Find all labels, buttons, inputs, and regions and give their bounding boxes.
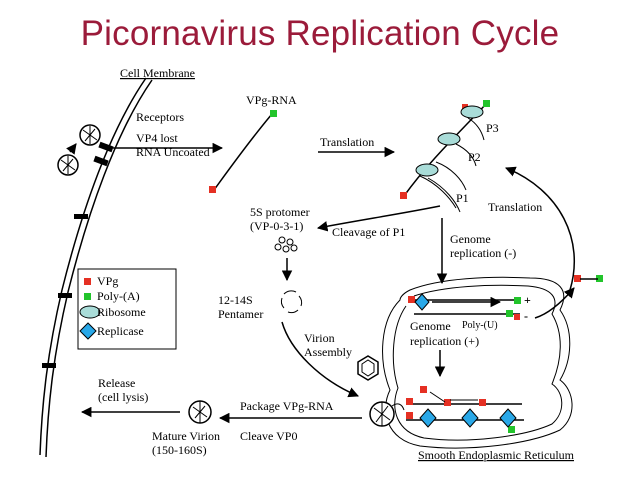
- receptors-label: Receptors: [136, 110, 184, 124]
- page-title: Picornavirus Replication Cycle: [80, 14, 560, 53]
- vpg-marker: [444, 399, 451, 406]
- rna-uncoated-label: RNA Uncoated: [136, 145, 210, 159]
- replicase-icon: [420, 409, 436, 427]
- vpg-marker: [514, 314, 520, 320]
- entry-arrow: [70, 144, 76, 152]
- polya-marker: [483, 100, 490, 107]
- vpg-marker: [406, 398, 413, 405]
- receptor-mark: [98, 142, 113, 152]
- polya-marker: [270, 110, 277, 117]
- legend-vpg-icon: [84, 278, 91, 285]
- membrane-protein-mark: [58, 293, 72, 298]
- protomer-label-line2: (VP-0-3-1): [250, 219, 304, 233]
- vpg-marker: [479, 399, 486, 406]
- translation-right-label: Translation: [488, 200, 543, 214]
- hexagon-capsid-icon: [358, 356, 378, 380]
- polya-marker: [506, 310, 513, 317]
- p1-label: P1: [456, 191, 469, 205]
- vpg-marker: [420, 386, 427, 393]
- vpg-marker: [574, 275, 581, 282]
- cleave-label: Cleave VP0: [240, 429, 298, 443]
- genome-plus-label-line1: Genome: [410, 319, 451, 333]
- legend-polya-label: Poly-(A): [97, 289, 140, 303]
- replicase-icon: [462, 409, 478, 427]
- package-label: Package VPg-RNA: [240, 399, 334, 413]
- replication-complex-minus: [408, 294, 521, 320]
- mature-virion-icon: [189, 401, 211, 423]
- polya-marker: [508, 426, 515, 433]
- replicase-icon: [500, 409, 516, 427]
- translation-label: Translation: [320, 135, 375, 149]
- legend-ribosome-label: Ribosome: [97, 305, 146, 319]
- polyu-label: Poly-(U): [462, 320, 498, 331]
- legend-vpg-label: VPg: [97, 274, 119, 288]
- replicase-icon: [415, 294, 429, 310]
- mature-virion-label-line1: Mature Virion: [152, 429, 221, 443]
- p3-label: P3: [486, 121, 499, 135]
- vpg-rna-label: VPg-RNA: [246, 93, 297, 107]
- vpg-marker: [400, 192, 407, 199]
- legend: [78, 269, 176, 349]
- p2-label: P2: [468, 150, 481, 164]
- translation-return-arrow: [506, 168, 574, 290]
- nascent-peptide: [420, 176, 456, 208]
- ribosome-icon: [438, 133, 460, 145]
- protomer-icon: [275, 237, 297, 252]
- genome-minus-label-line1: Genome: [450, 232, 491, 246]
- legend-replicase-label: Replicase: [97, 324, 144, 338]
- release-label-line2: (cell lysis): [98, 390, 149, 404]
- replication-complex-plus: [406, 386, 524, 433]
- provirion-icon: [370, 402, 404, 426]
- nascent-peptide: [436, 162, 466, 190]
- membrane-protein-mark: [74, 214, 88, 219]
- vp4-lost-label: VP4 lost: [136, 131, 178, 145]
- virion-icon: [58, 155, 78, 175]
- protomer-label-line1: 5S protomer: [250, 205, 310, 219]
- vpg-marker: [209, 186, 216, 193]
- cell-membrane-label: Cell Membrane: [120, 66, 195, 80]
- cleavage-label: Cleavage of P1: [332, 225, 406, 239]
- genome-minus-label-line2: replication (-): [450, 246, 517, 260]
- smooth-er-label: Smooth Endoplasmic Reticulum: [418, 448, 574, 462]
- polya-marker: [514, 297, 521, 304]
- pentamer-label-line2: Pentamer: [218, 307, 264, 321]
- genome-plus-label-line2: replication (+): [410, 334, 480, 348]
- ribosome-icon: [461, 106, 483, 118]
- virion-assembly-label-line2: Assembly: [304, 345, 352, 359]
- vpg-marker: [406, 412, 413, 419]
- minus-sign: -: [524, 309, 528, 323]
- plus-sign: +: [524, 293, 531, 307]
- virion-assembly-label-line1: Virion: [304, 331, 335, 345]
- mature-virion-label-line2: (150-160S): [152, 443, 207, 457]
- pentamer-icon: [281, 291, 301, 313]
- membrane-protein-mark: [42, 363, 56, 368]
- virion-icon: [80, 125, 100, 145]
- release-label-line1: Release: [98, 376, 136, 390]
- ribosome-icon: [416, 164, 438, 176]
- vpg-rna-strand: [214, 114, 272, 190]
- pentamer-label-line1: 12-14S: [218, 293, 253, 307]
- legend-polya-icon: [84, 293, 91, 300]
- exit-to-translation-arrow: [535, 288, 574, 318]
- vpg-marker: [408, 296, 415, 303]
